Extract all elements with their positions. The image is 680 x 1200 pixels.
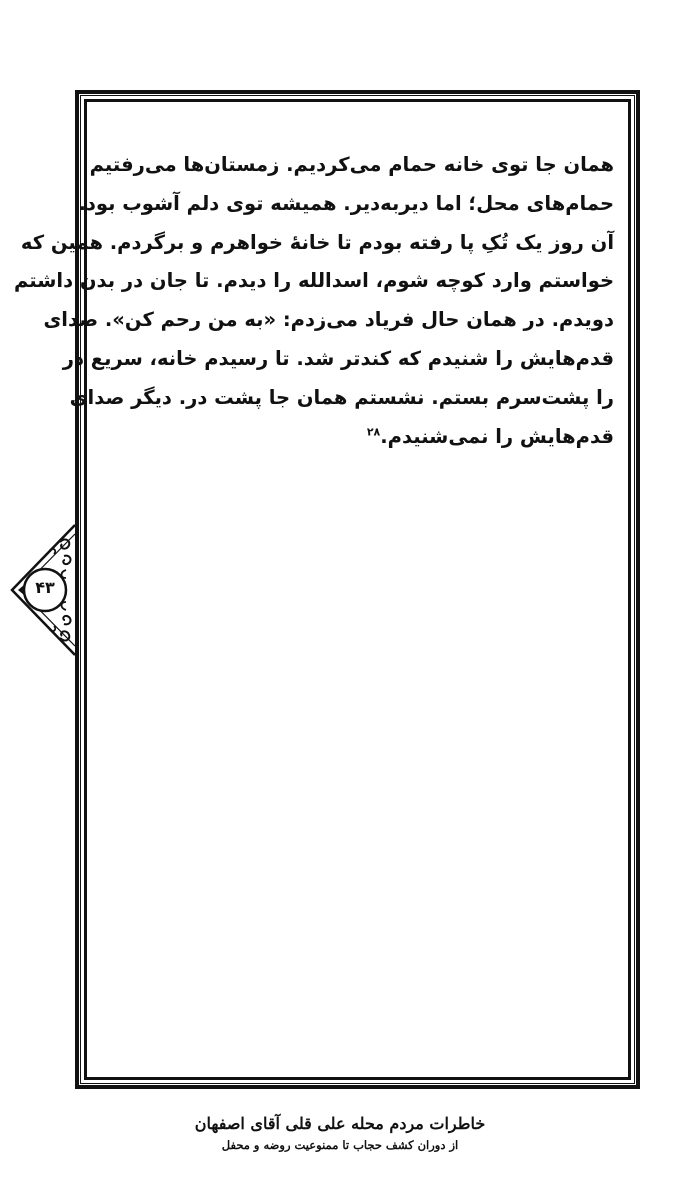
text-line: آن روز یک تُکِ پا رفته بودم تا خانهٔ خواهرم و برگردم. همین که	[20, 230, 614, 254]
text-line-last	[106, 418, 614, 457]
text-line-content: قدم‌هایش را نمی‌شنیدم.	[380, 424, 614, 448]
text-line: همان جا توی خانه حمام می‌کردیم. زمستان‌ها می‌رفتیم	[89, 153, 614, 176]
text-line: قدم‌هایش را شنیدم که کندتر شد. تا رسیدم خانه، سریع در	[62, 346, 614, 370]
page-number: ۴۳	[35, 578, 55, 597]
text-line: دویدم. در همان حال فریاد می‌زدم: «به من رحم کن». صدای	[43, 308, 614, 332]
book-title: خاطرات مردم محله علی قلی آقای اصفهان	[194, 1114, 486, 1133]
text-line: خواستم وارد کوچه شوم، اسدالله را دیدم. تا جان در بدن داشتم	[13, 269, 614, 293]
book-subtitle: از دوران کشف حجاب تا ممنوعیت روضه و محفل	[221, 1138, 459, 1152]
footnote-reference[interactable]: ۲۸	[366, 425, 381, 439]
body-text	[13, 146, 614, 456]
text-line: حمام‌های محل؛ اما دیربه‌دیر. همیشه توی دلم آشوب بود.	[78, 191, 614, 215]
text-line: را پشت‌سرم بستم. نشستم همان جا پشت در. دیگر صدای	[69, 385, 614, 409]
running-footer	[180, 1112, 500, 1154]
